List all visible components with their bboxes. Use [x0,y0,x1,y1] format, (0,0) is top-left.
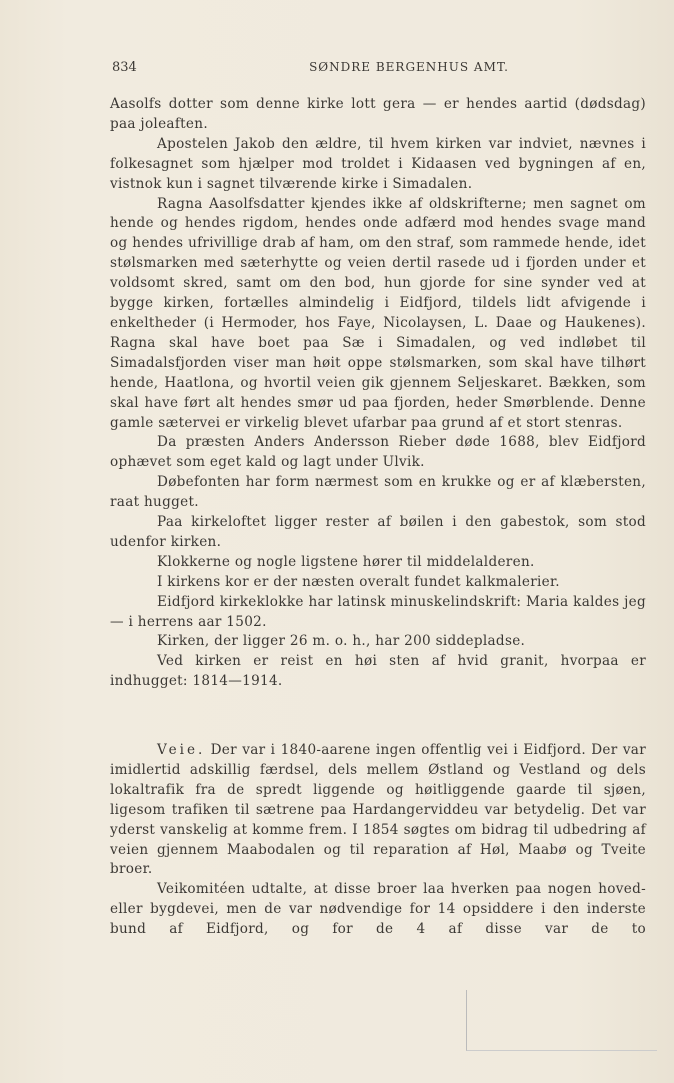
page-fold-mark [466,990,657,1051]
paragraph: Klokkerne og nogle ligstene hører til middelalderen. [157,553,535,570]
running-title: SØNDRE BERGENHUS AMT. [309,60,509,74]
paragraph [110,741,646,880]
section-heading: Veie. [157,742,206,758]
paragraph: Kirken, der ligger 26 m. o. h., har 200 siddepladse. [157,633,526,650]
paragraph: Ved kirken er reist en høi sten af hvid granit, hvorpaa er indhugget: 1814—1914. [110,653,646,690]
paragraph: Aasolfs dotter som denne kirke lott gera — er hendes aartid (dødsdag) paa joleaften. [110,96,646,132]
paragraph: Døbefonten har form nærmest som en krukke og er af klæbersten, raat hugget. [110,474,646,511]
paragraph: Da præsten Anders Andersson Rieber døde 1688, blev Eidfjord ophævet som eget kald og lagt under Ulvik. [110,434,646,471]
paragraph-text: Der var i 1840-aarene ingen offentlig vei i Eidfjord. Der var imidlertid adskillig færdsel, dels mellem Østland og Vestland og dels lokaltrafik fra de spredt liggende og høitliggende gaarde til sjøen, ligesom trafiken til sætrene paa Hardangerviddeu var betydelig. Det var yderst vanskelig at komme frem. I 1854 søgtes om bidrag til udbedring af veien gjennem Maabodalen og til reparation af Høl, Maabø og Tveite broer. [110,742,647,878]
paragraph: Eidfjord kirkeklokke har latinsk minuskelindskrift: Maria kaldes jeg — i herrens aar 1502. [110,593,646,630]
church-section [110,95,646,692]
paragraph: I kirkens kor er der næsten overalt fundet kalkmalerier. [157,573,560,590]
paragraph: Veikomitéen udtalte, at disse broer laa hverken paa nogen hoved- eller bygdevei, men de var nødvendige for 14 opsiddere i den inderste bund af Eidfjord, og for de 4 af disse var de to [110,881,646,938]
page-number: 834 [112,60,137,75]
paragraph: Ragna Aasolfsdatter kjendes ikke af oldskrifterne; men sagnet om hende og hendes rigdom, hendes onde adfærd mod hendes svage mand og hendes ufrivillige drab af ham, om den straf, som rammede hende, idet stølsmarken med sæterhytte og veien dertil rasede ud i fjorden under et voldsomt skred, samt om den bod, hun gjorde for sine synder ved at bygge kirken, fortælles almindelig i Eidfjord, tildels lidt afvigende i enkeltheder (i Hermoder, hos Faye, Nicolaysen, L. Daae og Haukenes). Ragna skal have boet paa Sæ i Simadalen, og ved indløbet til Simadalsfjorden viser man høit oppe stølsmarken, som skal have tilhørt hende, Haatlona, og hvortil veien gik gjennem Seljeskaret. Bækken, som skal have ført alt hendes smør ud paa fjorden, heder Smørblende. Denne gamle sætervei er virkelig blevet ufarbar paa grund af et stort stenras. [110,195,646,431]
page-header [112,60,646,78]
paragraph: Paa kirkeloftet ligger rester af bøilen i den gabestok, som stod udenfor kirken. [110,514,646,550]
roads-section [110,741,646,940]
paragraph: Apostelen Jakob den ældre, til hvem kirken var indviet, nævnes i folkesagnet som hjælper mod troldet i Kidaasen ved bygningen af en, vistnok kun i sagnet tilværende kirke i Simadalen. [110,135,646,192]
